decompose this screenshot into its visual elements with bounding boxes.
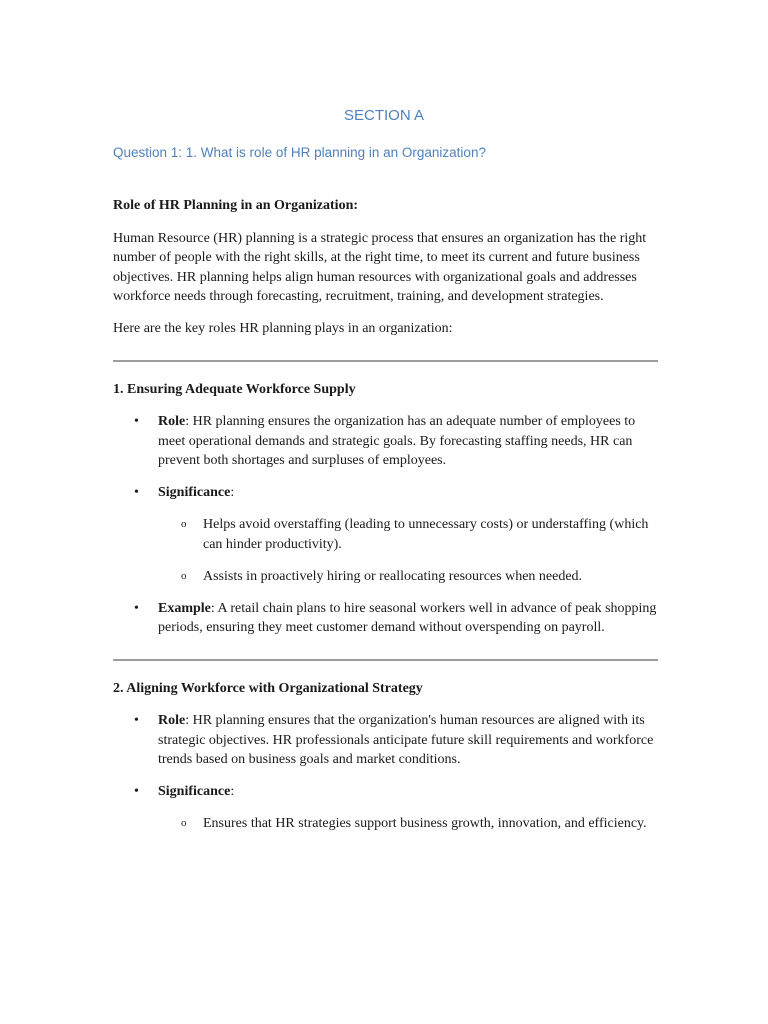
intro-paragraph: Human Resource (HR) planning is a strategic process that ensures an organization has the right number of people with the right skills, at the right time, to meet its current and future business objectives. HR planning helps align human resources with organizational goals and addresses workforce needs through forecasting, recruitment, training, and development strategies. [113, 230, 647, 304]
example-bullet [113, 599, 658, 638]
document-body [113, 196, 658, 846]
horizontal-divider [113, 659, 658, 661]
hollow-bullet-icon: o [181, 817, 187, 829]
example-text: : A retail chain plans to hire seasonal workers well in advance of peak shopping periods, ensuring they meet customer demand without overspending on payroll. [158, 600, 657, 635]
subsection-heading: 1. Ensuring Adequate Workforce Supply [113, 381, 356, 397]
bullet-list [113, 412, 658, 638]
significance-bullet [113, 483, 658, 586]
sub-bullet-text: Assists in proactively hiring or reallocating resources when needed. [203, 568, 583, 584]
significance-label: Significance [158, 485, 231, 500]
role-label: Role [158, 414, 186, 429]
question-heading: Question 1: 1. What is role of HR planning in an Organization? [113, 145, 486, 160]
bullet-icon: • [134, 485, 139, 500]
subsection-heading: 2. Aligning Workforce with Organizational Strategy [113, 680, 423, 696]
significance-label: Significance [158, 784, 231, 799]
sub-bullet-list [158, 814, 658, 834]
sub-bullet-text: Ensures that HR strategies support business growth, innovation, and efficiency. [203, 816, 647, 831]
role-label: Role [158, 713, 186, 728]
significance-colon: : [230, 784, 235, 799]
significance-bullet [113, 782, 658, 834]
example-label: Example [158, 600, 211, 616]
hollow-bullet-icon: o [181, 518, 187, 530]
sub-bullet-item [158, 567, 658, 587]
hollow-bullet-icon: o [181, 569, 187, 582]
role-heading: Role of HR Planning in an Organization: [113, 198, 359, 213]
section-title: SECTION A [343, 107, 425, 124]
bullet-icon: • [134, 414, 139, 429]
sub-bullet-item [158, 814, 658, 834]
role-text: : HR planning ensures that the organization's human resources are aligned with its strategic objectives. HR professionals anticipate future skill requirements and workforce trends based on business goals and market conditions. [158, 713, 654, 767]
bullet-icon: • [134, 713, 139, 728]
lead-in-paragraph: Here are the key roles HR planning plays in an organization: [113, 321, 453, 336]
role-text: : HR planning ensures the organization has an adequate number of employees to meet operational demands and strategic goals. By forecasting staffing needs, HR can prevent both shortages and surpluses of employees. [158, 414, 636, 468]
bullet-icon: • [134, 784, 139, 799]
bullet-icon: • [134, 600, 139, 616]
sub-bullet-text: Helps avoid overstaffing (leading to unnecessary costs) or understaffing (which can hinder productivity). [203, 517, 649, 552]
significance-colon: : [230, 485, 235, 500]
sub-bullet-list [158, 515, 658, 586]
role-bullet [113, 412, 658, 471]
bullet-list [113, 711, 658, 834]
role-bullet [113, 711, 658, 770]
horizontal-divider [113, 360, 658, 362]
sub-bullet-item [158, 515, 658, 554]
